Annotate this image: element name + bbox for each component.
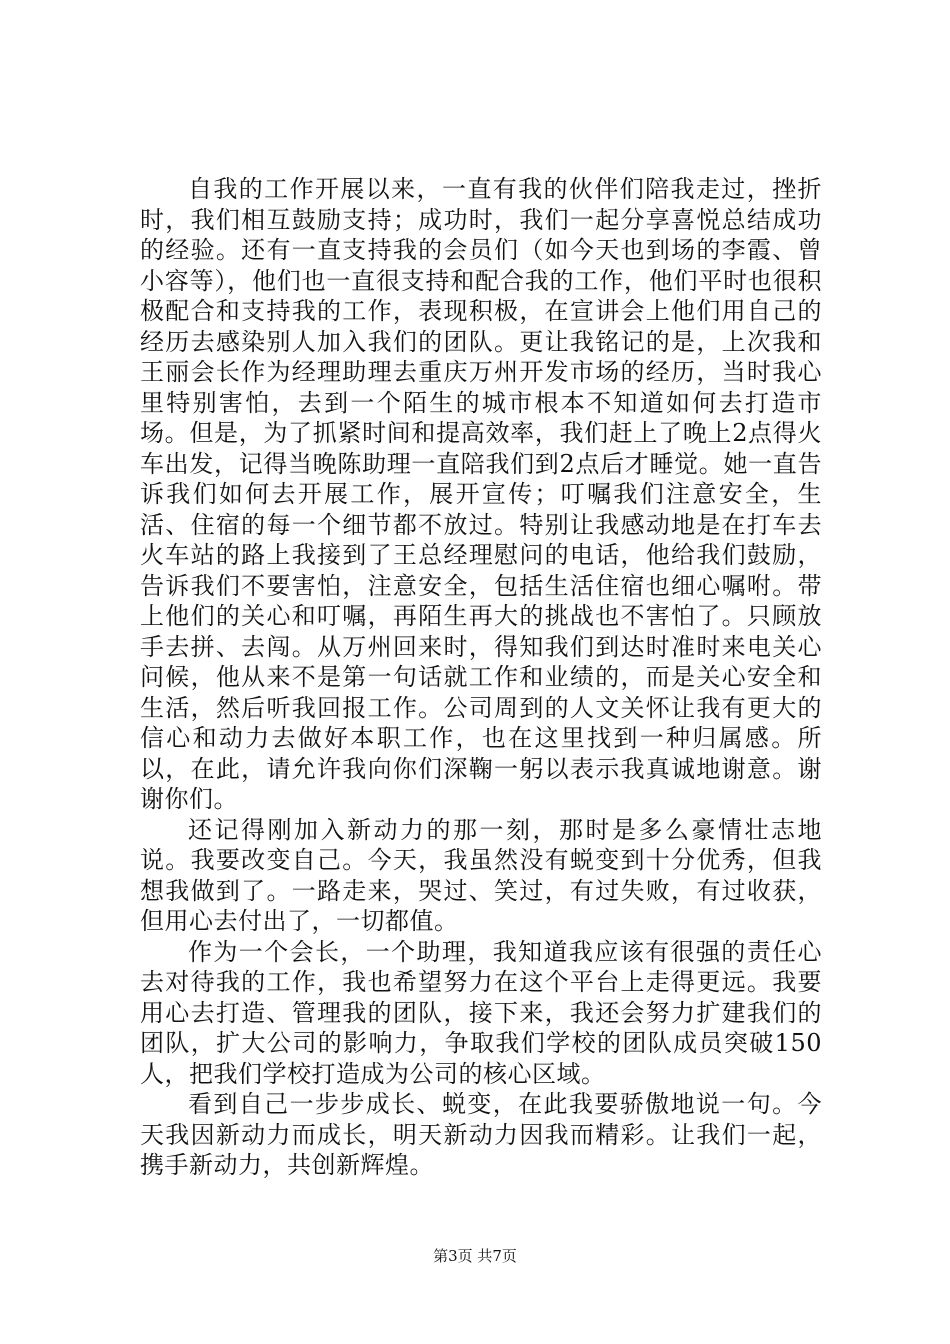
paragraph-joining: 还记得刚加入新动力的那一刻，那时是多么豪情壮志地说。我要改变自己。今天，我虽然没有蜕变到十分优秀，但我想我做到了。一路走来，哭过、笑过，有过失败，有过收获，但用心去付出了，一切都值。 — [140, 815, 822, 935]
paragraph-responsibility: 作为一个会长，一个助理，我知道我应该有很强的责任心去对待我的工作，我也希望努力在这个平台上走得更远。我要用心去打造、管理我的团队，接下来，我还会努力扩建我们的团队，扩大公司的影响力，争取我们学校的团队成员突破150人，把我们学校打造成为公司的核心区域。 — [140, 937, 822, 1088]
paragraph-closing: 看到自己一步步成长、蜕变，在此我要骄傲地说一句。今天我因新动力而成长，明天新动力因我而精彩。让我们一起，携手新动力，共创新辉煌。 — [140, 1090, 822, 1179]
document-body — [140, 174, 822, 1181]
paragraph-gratitude: 自我的工作开展以来，一直有我的伙伴们陪我走过，挫折时，我们相互鼓励支持；成功时，我们一起分享喜悦总结成功的经验。还有一直支持我的会员们（如今天也到场的李霞、曾小容等），他们也一直很支持和配合我的工作，他们平时也很积极配合和支持我的工作，表现积极，在宣讲会上他们用自己的经历去感染别人加入我们的团队。更让我铭记的是，上次我和王丽会长作为经理助理去重庆万州开发市场的经历，当时我心里特别害怕，去到一个陌生的城市根本不知道如何去打造市场。但是，为了抓紧时间和提高效率，我们赶上了晚上2点得火车出发，记得当晚陈助理一直陪我们到2点后才睡觉。她一直告诉我们如何去开展工作，展开宣传；叮嘱我们注意安全，生活、住宿的每一个细节都不放过。特别让我感动地是在打车去火车站的路上我接到了王总经理慰问的电话，他给我们鼓励，告诉我们不要害怕，注意安全，包括生活住宿也细心嘱咐。带上他们的关心和叮嘱，再陌生再大的挑战也不害怕了。只顾放手去拼、去闯。从万州回来时，得知我们到达时准时来电关心问候，他从来不是第一句话就工作和业绩的，而是关心安全和生活，然后听我回报工作。公司周到的人文关怀让我有更大的信心和动力去做好本职工作，也在这里找到一种归属感。所以，在此，请允许我向你们深鞠一躬以表示我真诚地谢意。谢谢你们。 — [140, 175, 822, 813]
page-number-footer: 第3页 共7页 — [433, 1247, 517, 1265]
